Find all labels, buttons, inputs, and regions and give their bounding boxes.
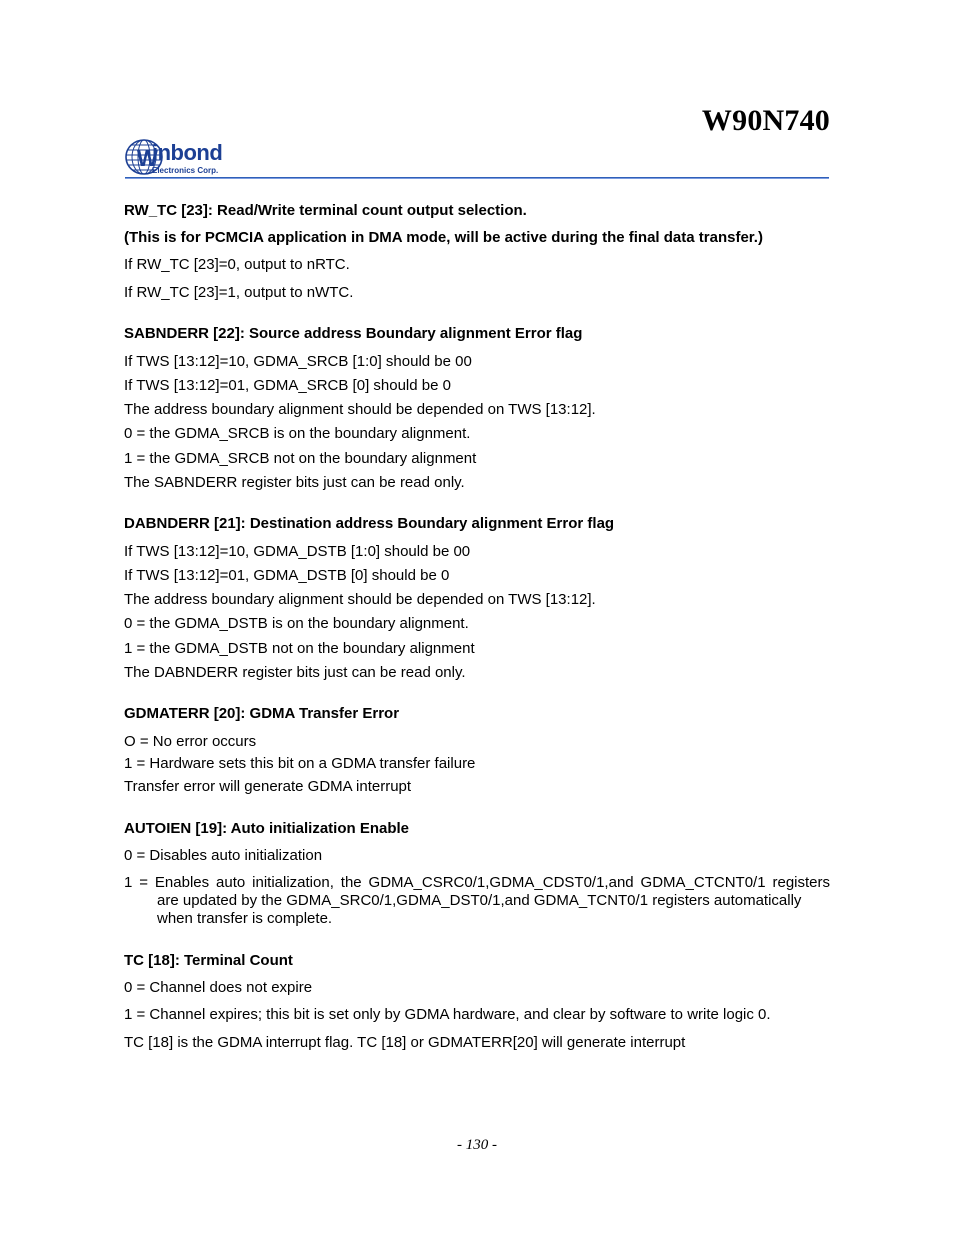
rw-tc-note: (This is for PCMCIA application in DMA mode, will be active during the final data transfer.) [124,229,763,246]
tc-line: TC [18] is the GDMA interrupt flag. TC [18] or GDMATERR[20] will generate interrupt [124,1034,686,1051]
autoien-enable-line: 1 = Enables auto initialization, the GDMA_CSRC0/1,GDMA_CDST0/1,and GDMA_CTCNT0/1 registers [124,874,830,891]
dabnderr-line: The address boundary alignment should be depended on TWS [13:12]. [124,591,596,608]
sabnderr-line: The address boundary alignment should be depended on TWS [13:12]. [124,401,596,418]
autoien-line: 0 = Disables auto initialization [124,847,323,864]
gdmaterr-heading: GDMATERR [20]: GDMA Transfer Error [124,705,400,722]
page-number: - 130 - [457,1137,497,1153]
header-divider [125,177,829,178]
tc-line: 0 = Channel does not expire [124,979,313,996]
autoien-enable-paragraph [124,874,830,928]
logo-wordmark: inbond [152,140,223,165]
sabnderr-line: 1 = the GDMA_SRCB not on the boundary alignment [124,450,477,467]
dabnderr-line: If TWS [13:12]=10, GDMA_DSTB [1:0] should be 00 [124,543,471,560]
dabnderr-heading: DABNDERR [21]: Destination address Boundary alignment Error flag [124,515,615,532]
dabnderr-line: 1 = the GDMA_DSTB not on the boundary alignment [124,640,475,657]
tc-heading: TC [18]: Terminal Count [124,952,293,969]
gdmaterr-line: 1 = Hardware sets this bit on a GDMA transfer failure [124,755,476,772]
rw-tc-line: If RW_TC [23]=0, output to nRTC. [124,256,350,273]
sabnderr-heading: SABNDERR [22]: Source address Boundary alignment Error flag [124,325,583,342]
logo-subtitle: Electronics Corp. [152,166,219,175]
dabnderr-line: 0 = the GDMA_DSTB is on the boundary alignment. [124,615,469,632]
rw-tc-line: If RW_TC [23]=1, output to nWTC. [124,284,354,301]
sabnderr-line: The SABNDERR register bits just can be read only. [124,474,465,491]
sabnderr-line: If TWS [13:12]=10, GDMA_SRCB [1:0] should be 00 [124,353,472,370]
logo-letter: W [137,146,158,171]
gdmaterr-line: Transfer error will generate GDMA interrupt [124,778,412,795]
autoien-enable-line: when transfer is complete. [157,910,333,927]
gdmaterr-line: O = No error occurs [124,733,257,750]
autoien-heading: AUTOIEN [19]: Auto initialization Enable [124,820,410,837]
sabnderr-line: If TWS [13:12]=01, GDMA_SRCB [0] should be 0 [124,377,451,394]
sabnderr-line: 0 = the GDMA_SRCB is on the boundary alignment. [124,425,471,442]
dabnderr-line: If TWS [13:12]=01, GDMA_DSTB [0] should be 0 [124,567,450,584]
autoien-enable-line: are updated by the GDMA_SRC0/1,GDMA_DST0/1,and GDMA_TCNT0/1 registers automatically [157,892,802,909]
winbond-logo [125,138,255,178]
dabnderr-line: The DABNDERR register bits just can be read only. [124,664,466,681]
rw-tc-heading: RW_TC [23]: Read/Write terminal count output selection. [124,202,527,219]
tc-line: 1 = Channel expires; this bit is set only by GDMA hardware, and clear by software to write logic 0. [124,1006,771,1023]
document-title: W90N740 [701,104,830,137]
